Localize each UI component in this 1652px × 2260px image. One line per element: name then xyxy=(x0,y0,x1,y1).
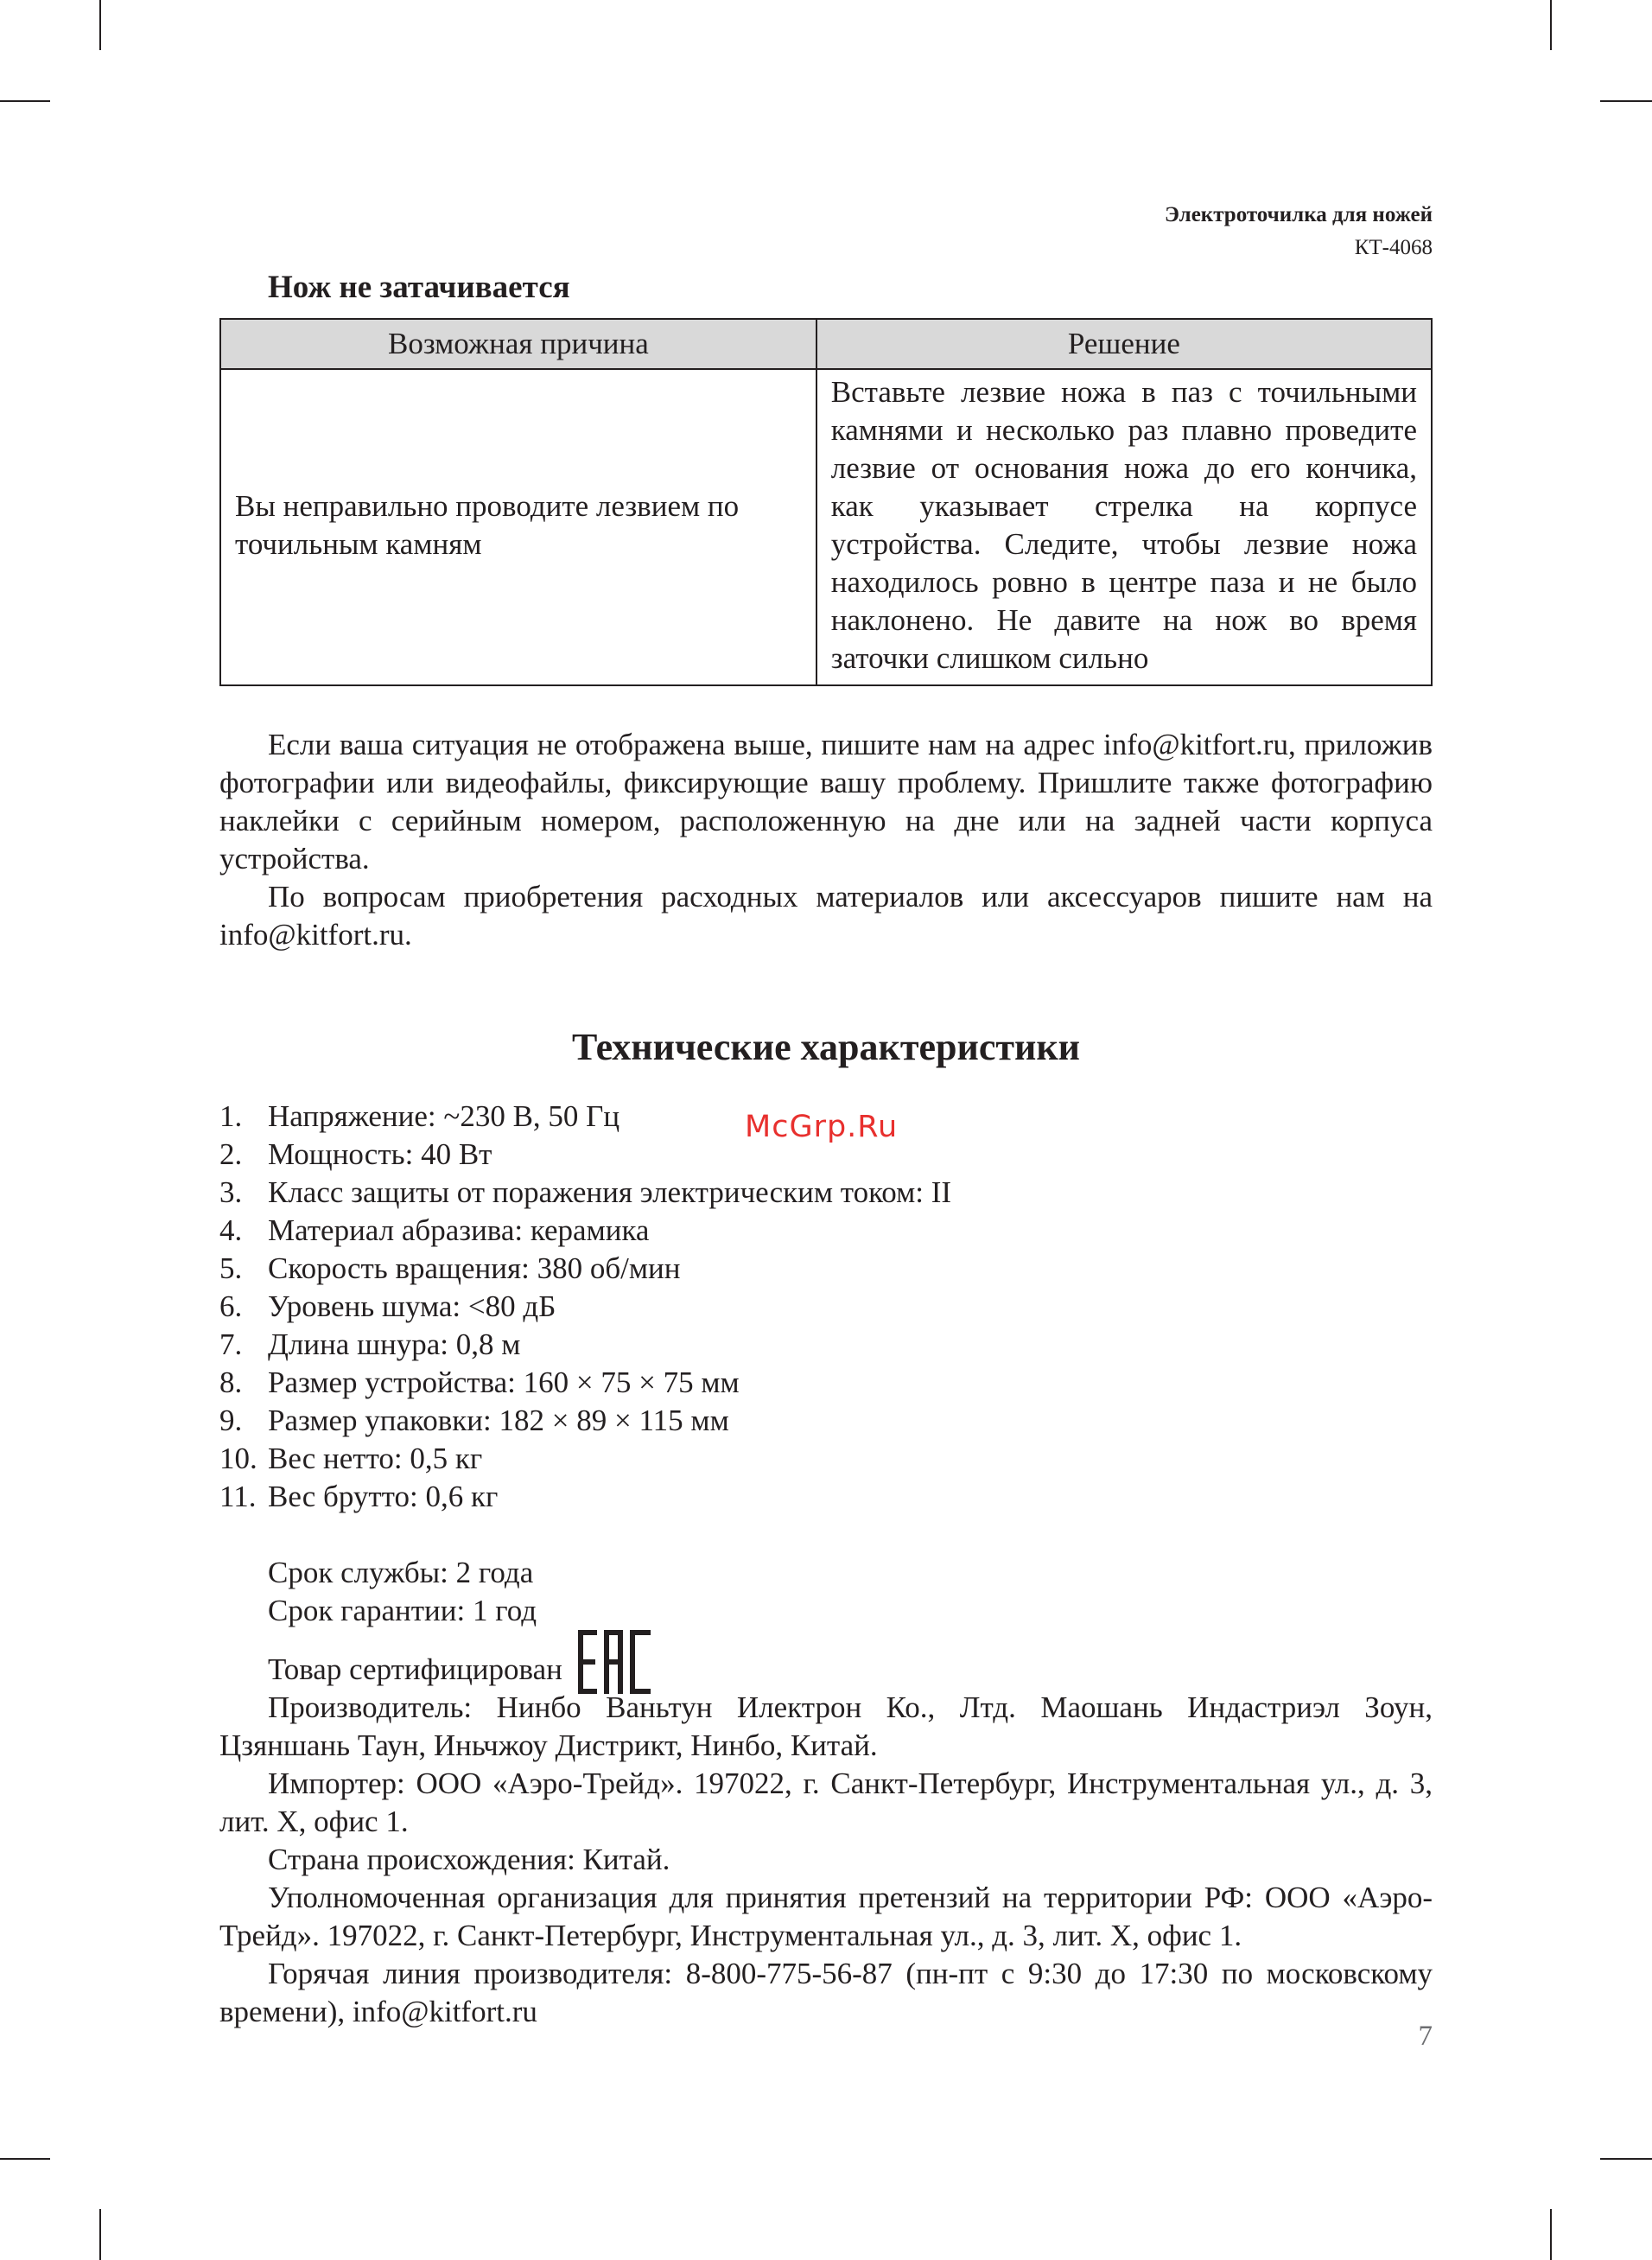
spec-text: Вес нетто: 0,5 кг xyxy=(268,1442,483,1475)
header-title: Электроточилка для ножей xyxy=(1165,203,1433,226)
eac-logo-icon xyxy=(578,1630,651,1694)
list-item xyxy=(219,1326,1433,1364)
warranty: Срок гарантии: 1 год xyxy=(268,1594,537,1627)
solution-cell: Вставьте лезвие ножа в паз с точильными камнями и несколько раз плавно проведите лезвие от основания ножа до его кончика, как указывает стрелка на корпусе устройства. Следите, чтобы лезвие ножа находилось ровно в центре паза и не было наклонено. Не давите на нож во время заточки слишком сильно xyxy=(816,369,1432,685)
spec-number: 10. xyxy=(219,1442,257,1475)
spec-number: 9. xyxy=(219,1404,243,1437)
header-model: КТ-4068 xyxy=(1354,236,1433,259)
service-life: Срок службы: 2 года xyxy=(268,1556,534,1589)
product-info xyxy=(219,1554,1433,2031)
spec-number: 5. xyxy=(219,1251,243,1285)
support-paragraph: Если ваша ситуация не отображена выше, пишите нам на адрес info@kitfort.ru, приложив фотографии или видеофайлы, фиксирующие вашу проблему. Пришлите также фотографию наклейки с серийным номером, расположенную на дне или на задней части корпуса устройства. xyxy=(219,728,1433,875)
table-header-row xyxy=(220,319,1432,369)
list-item xyxy=(219,1478,1433,1516)
spec-text: Материал абразива: керамика xyxy=(268,1213,650,1247)
info-paragraph: Страна происхождения: Китай. xyxy=(268,1843,670,1876)
crop-mark xyxy=(1600,2158,1652,2160)
list-item xyxy=(219,1212,1433,1250)
spec-text: Вес брутто: 0,6 кг xyxy=(268,1480,499,1513)
spec-number: 8. xyxy=(219,1366,243,1399)
spec-number: 4. xyxy=(219,1213,243,1247)
page-number: 7 xyxy=(1418,2021,1433,2052)
spec-number: 7. xyxy=(219,1327,243,1361)
spec-number: 3. xyxy=(219,1175,243,1209)
specs-list xyxy=(219,1098,1433,1516)
info-paragraph: Уполномоченная организация для принятия претензий на территории РФ: ООО «Аэро-Трейд». 197022, г. Санкт-Петербург, Инструментальная ул., д. 3, лит. Х, офис 1. xyxy=(219,1881,1433,1952)
spec-number: 2. xyxy=(219,1137,243,1171)
list-item xyxy=(219,1174,1433,1212)
certification-row xyxy=(268,1630,1433,1689)
spec-text: Класс защиты от поражения электрическим током: II xyxy=(268,1175,952,1209)
table-row xyxy=(220,369,1432,685)
spec-text: Длина шнура: 0,8 м xyxy=(268,1327,521,1361)
info-paragraph: Горячая линия производителя: 8-800-775-56-87 (пн-пт с 9:30 до 17:30 по московскому времени), info@kitfort.ru xyxy=(219,1957,1433,2028)
list-item xyxy=(219,1250,1433,1288)
support-paragraph: По вопросам приобретения расходных материалов или аксессуаров пишите нам на info@kitfort.ru. xyxy=(219,880,1433,952)
column-header-solution: Решение xyxy=(816,319,1432,369)
spec-text: Напряжение: ~230 В, 50 Гц xyxy=(268,1099,620,1133)
crop-mark xyxy=(1550,0,1552,50)
info-paragraph: Производитель: Нинбо Ваньтун Илектрон Ко., Лтд. Маошань Индастриэл Зоун, Цзяншань Таун, Иньчжоу Дистрикт, Нинбо, Китай. xyxy=(219,1690,1433,1762)
running-header xyxy=(1165,199,1433,264)
crop-mark xyxy=(0,2158,50,2160)
column-header-cause: Возможная причина xyxy=(220,319,816,369)
list-item xyxy=(219,1364,1433,1402)
spec-text: Размер устройства: 160 × 75 × 75 мм xyxy=(268,1366,740,1399)
list-item xyxy=(219,1440,1433,1478)
specs-title: Технические характеристики xyxy=(571,1026,1081,1068)
spec-text: Мощность: 40 Вт xyxy=(268,1137,492,1171)
spec-number: 11. xyxy=(219,1480,257,1513)
spec-text: Уровень шума: <80 дБ xyxy=(268,1289,556,1323)
crop-mark xyxy=(1550,2209,1552,2260)
list-item xyxy=(219,1402,1433,1440)
certified-label: Товар сертифицирован xyxy=(268,1652,562,1686)
crop-mark xyxy=(99,0,101,50)
crop-mark xyxy=(99,2209,101,2260)
troubleshooting-table xyxy=(219,318,1433,686)
spec-number: 1. xyxy=(219,1099,243,1133)
trouble-heading: Нож не затачивается xyxy=(268,270,570,305)
watermark: McGrp.Ru xyxy=(745,1110,899,1144)
crop-mark xyxy=(0,100,50,102)
page-content xyxy=(219,268,1433,2031)
info-paragraph: Импортер: ООО «Аэро-Трейд». 197022, г. Санкт-Петербург, Инструментальная ул., д. 3, лит. Х, офис 1. xyxy=(219,1767,1433,1838)
spec-text: Размер упаковки: 182 × 89 × 115 мм xyxy=(268,1404,729,1437)
spec-text: Скорость вращения: 380 об/мин xyxy=(268,1251,681,1285)
list-item xyxy=(219,1288,1433,1326)
crop-mark xyxy=(1600,100,1652,102)
cause-cell: Вы неправильно проводите лезвием по точильным камням xyxy=(220,369,816,685)
spec-number: 6. xyxy=(219,1289,243,1323)
